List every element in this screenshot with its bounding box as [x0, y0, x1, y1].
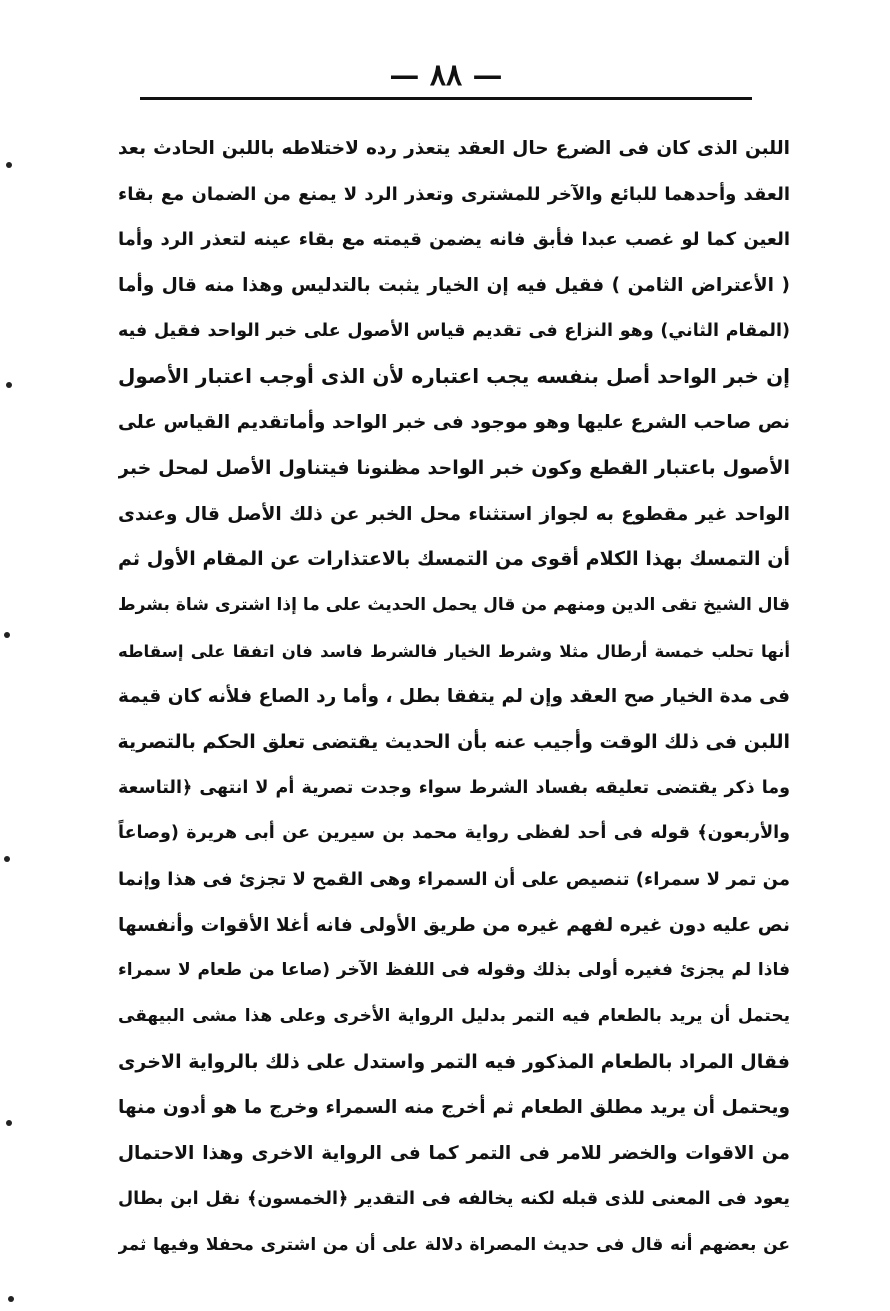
text-line: وما ذكر يقتضى تعليقه بفساد الشرط سواء وجدت تصرية أم لا انتهى ﴿التاسعة: [118, 777, 790, 798]
scan-speck: [4, 632, 10, 638]
scan-speck: [6, 162, 12, 168]
body-text: [118, 126, 790, 1268]
text-line: الواحد غير مقطوع به لجواز استثناء محل الخبر عن ذلك الأصل قال وعندى: [118, 503, 790, 525]
text-line: نص صاحب الشرع عليها وهو موجود فى خبر الواحد وأماتقديم القياس على: [118, 412, 790, 434]
text-line: من الاقوات والخضر للامر فى التمر كما فى الرواية الاخرى وهذا الاحتمال: [118, 1143, 790, 1165]
page-number: — ٨٨ —: [389, 58, 503, 93]
scan-speck: [6, 1120, 12, 1126]
scan-speck: [8, 1296, 14, 1302]
header-rule: [140, 97, 752, 100]
text-line: أن التمسك بهذا الكلام أقوى من التمسك بالاعتذارات عن المقام الأول ثم: [118, 548, 790, 571]
page-header: [140, 58, 752, 94]
text-line: اللبن فى ذلك الوقت وأجيب عنه بأن الحديث يقتضى تعلق الحكم بالتصرية: [118, 730, 790, 753]
text-line: فى مدة الخيار صح العقد وإن لم يتفقا بطل ، وأما رد الصاع فلأنه كان قيمة: [118, 686, 790, 708]
text-line: اللبن الذى كان فى الضرع حال العقد يتعذر رده لاختلاطه باللبن الحادث بعد: [118, 138, 790, 159]
text-line: قال الشيخ تقى الدين ومنهم من قال يحمل الحديث على ما إذا اشترى شاة بشرط: [118, 594, 790, 615]
text-line: الأصول باعتبار القطع وكون خبر الواحد مظنونا فيتناول الأصل لمحل خبر: [118, 456, 790, 479]
text-line: والأربعون﴾ قوله فى أحد لفظى رواية محمد بن سيرين عن أبى هريرة (وصاعاً: [118, 823, 790, 844]
text-line: يعود فى المعنى للذى قبله لكنه يخالفه فى التقدير ﴿الخمسون﴾ نقل ابن بطال: [118, 1188, 790, 1209]
text-line: ( الأعتراض الثامن ) فقيل فيه إن الخيار يثبت بالتدليس وهذا منه قال وأما: [118, 275, 790, 297]
text-line: فقال المراد بالطعام المذكور فيه التمر واستدل على ذلك بالرواية الاخرى: [118, 1050, 790, 1073]
text-line: (المقام الثاني) وهو النزاع فى تقديم قياس الأصول على خبر الواحد فقيل فيه: [118, 320, 790, 341]
text-line: العين كما لو غصب عبدا فأبق فانه يضمن قيمته مع بقاء عينه لتعذر الرد وأما: [118, 229, 790, 251]
text-line: إن خبر الواحد أصل بنفسه يجب اعتباره لأن الذى أوجب اعتبار الأصول: [118, 364, 790, 389]
text-line: يحتمل أن يريد بالطعام فيه التمر بدليل الرواية الأخرى وعلى هذا مشى البيهقى: [118, 1006, 790, 1027]
scan-speck: [4, 856, 10, 862]
text-line: فاذا لم يجزئ فغيره أولى بذلك وقوله فى اللفظ الآخر (صاعا من طعام لا سمراء: [118, 960, 790, 981]
text-line: العقد وأحدهما للبائع والآخر للمشترى وتعذر الرد لا يمنع من الضمان مع بقاء: [118, 183, 790, 205]
text-line: أنها تحلب خمسة أرطال مثلا وشرط الخيار فالشرط فاسد فان اتفقا على إسقاطه: [118, 641, 790, 661]
text-line: من تمر لا سمراء) تنصيص على أن السمراء وهى القمح لا تجزئ فى هذا وإنما: [118, 869, 790, 890]
text-line: نص عليه دون غيره لفهم غيره من طريق الأولى فانه أغلا الأقوات وأنفسها: [118, 914, 790, 936]
text-line: عن بعضهم أنه قال فى حديث المصراة دلالة على أن من اشترى محفلا وفيها ثمر: [118, 1234, 790, 1255]
scan-speck: [6, 382, 12, 388]
text-line: ويحتمل أن يريد مطلق الطعام ثم أخرج منه السمراء وخرج ما هو أدون منها: [118, 1097, 790, 1119]
